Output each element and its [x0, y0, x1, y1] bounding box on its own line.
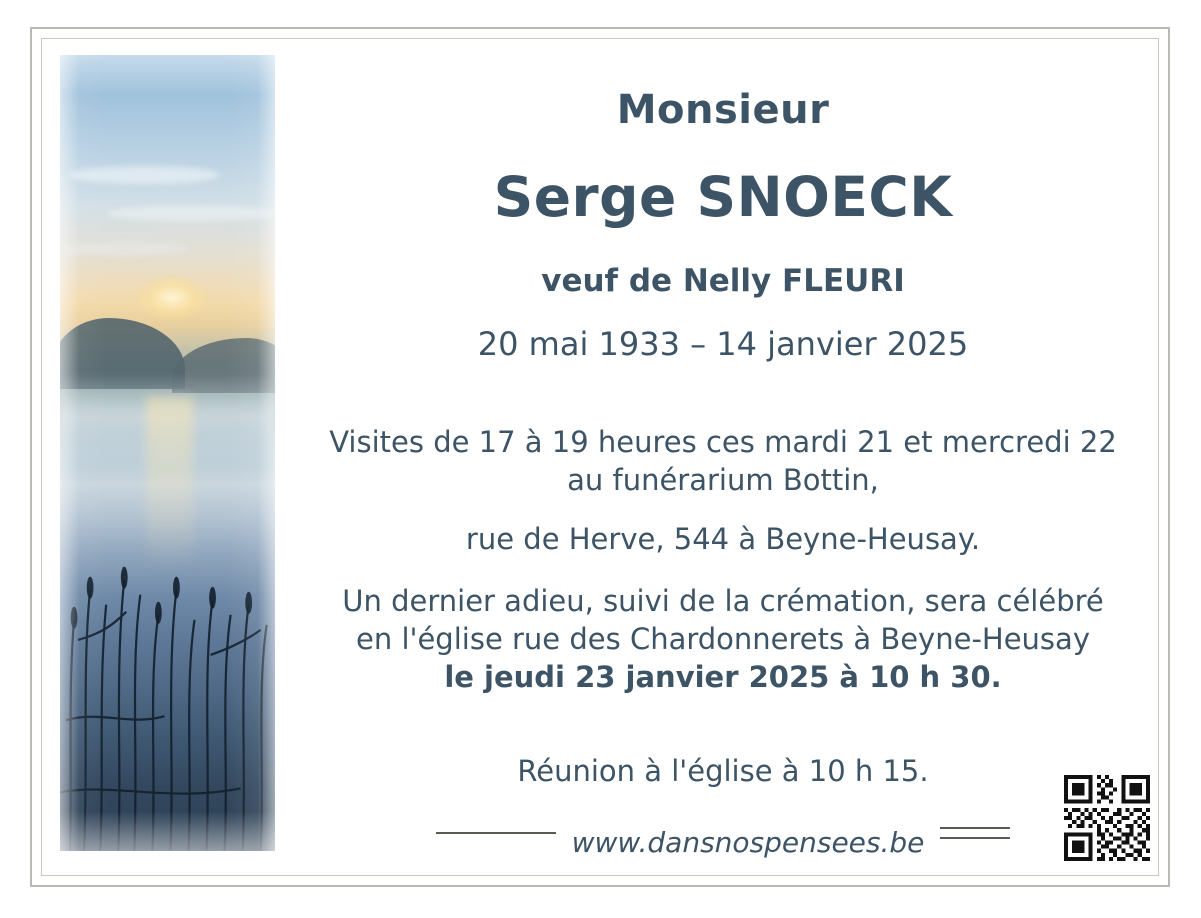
visiting-hours-block [292, 423, 1154, 500]
reunion-line: Réunion à l'église à 10 h 15. [517, 754, 929, 789]
decorative-rule [436, 832, 556, 834]
qr-code-icon [1064, 775, 1150, 861]
announcement-text [292, 59, 1154, 867]
visiting-hours-line-2: au funérarium Bottin, [567, 463, 879, 498]
sunrise-lake-reeds-photo [60, 55, 275, 851]
decorative-rules-left [436, 832, 556, 834]
photo-edge-fade [60, 55, 275, 851]
website-row [292, 806, 1154, 859]
life-dates: 20 mai 1933 – 14 janvier 2025 [477, 325, 969, 363]
decorative-rule [940, 837, 1010, 839]
ceremony-block [292, 582, 1154, 697]
deceased-name: Serge SNOECK [493, 165, 953, 229]
memorial-card [30, 27, 1170, 887]
decorative-rule [940, 827, 1010, 829]
ceremony-line-2: en l'église rue des Chardonnerets à Beyne-Heusay [356, 621, 1090, 656]
honorific: Monsieur [616, 87, 830, 133]
decorative-rules-right [940, 827, 1010, 839]
ceremony-line-1: Un dernier adieu, suivi de la crémation, sera célébré [342, 583, 1104, 618]
funeral-home-address: rue de Herve, 544 à Beyne-Heusay. [465, 521, 981, 556]
website-url[interactable]: www.dansnospensees.be [571, 826, 925, 860]
ceremony-datetime: le jeudi 23 janvier 2025 à 10 h 30. [444, 660, 1002, 695]
spouse-line: veuf de Nelly FLEURI [541, 263, 905, 299]
qr-code[interactable] [1064, 775, 1150, 861]
visiting-hours-line-1: Visites de 17 à 19 heures ces mardi 21 et mercredi 22 [329, 425, 1117, 459]
